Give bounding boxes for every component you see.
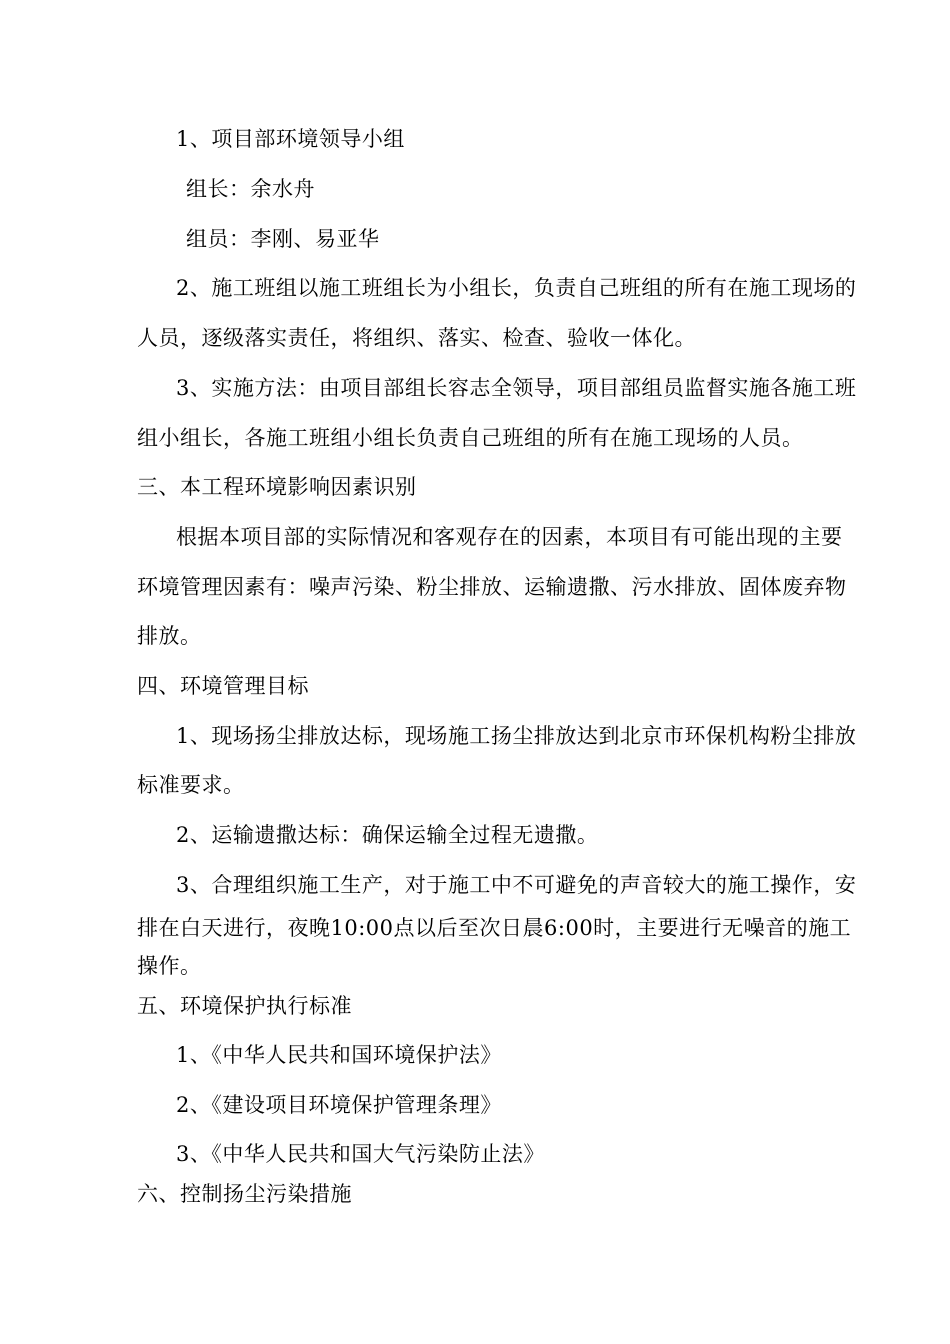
section-item-1-leadership-group: 1、项目部环境领导小组 bbox=[176, 127, 405, 151]
goal-item-1-line-1: 1、现场扬尘排放达标，现场施工扬尘排放达到北京市环保机构粉尘排放 bbox=[176, 724, 857, 748]
group-members-line: 组员：李刚、易亚华 bbox=[186, 227, 380, 251]
heading-section-5: 五、环境保护执行标准 bbox=[137, 994, 352, 1018]
standard-item-3: 3、《中华人民共和国大气污染防止法》 bbox=[176, 1142, 545, 1166]
heading-section-3: 三、本工程环境影响因素识别 bbox=[137, 475, 417, 499]
goal-item-3-line-2: 排在白天进行，夜晚10:00点以后至次日晨6:00时，主要进行无噪音的施工 bbox=[137, 916, 852, 940]
paragraph-factors-line-2: 环境管理因素有：噪声污染、粉尘排放、运输遗撒、污水排放、固体废弃物 bbox=[137, 575, 847, 599]
goal-item-3-line-1: 3、合理组织施工生产，对于施工中不可避免的声音较大的施工操作，安 bbox=[176, 873, 857, 897]
heading-section-4: 四、环境管理目标 bbox=[137, 674, 309, 698]
goal-item-1-line-2: 标准要求。 bbox=[137, 773, 245, 797]
heading-section-6: 六、控制扬尘污染措施 bbox=[137, 1182, 352, 1206]
paragraph-item-2-line-1: 2、施工班组以施工班组长为小组长，负责自己班组的所有在施工现场的 bbox=[176, 276, 857, 300]
standard-item-2: 2、《建设项目环境保护管理条理》 bbox=[176, 1093, 502, 1117]
paragraph-item-2-line-2: 人员，逐级落实责任，将组织、落实、检查、验收一体化。 bbox=[137, 326, 696, 350]
standard-item-1: 1、《中华人民共和国环境保护法》 bbox=[176, 1043, 502, 1067]
paragraph-factors-line-1: 根据本项目部的实际情况和客观存在的因素，本项目有可能出现的主要 bbox=[176, 525, 843, 549]
paragraph-item-3-line-2: 组小组长，各施工班组小组长负责自己班组的所有在施工现场的人员。 bbox=[137, 426, 804, 450]
paragraph-item-3-line-1: 3、实施方法：由项目部组长容志全领导，项目部组员监督实施各施工班 bbox=[176, 376, 857, 400]
group-leader-line: 组长：余水舟 bbox=[186, 177, 315, 201]
goal-item-2: 2、运输遗撒达标：确保运输全过程无遗撒。 bbox=[176, 823, 599, 847]
goal-item-3-line-3: 操作。 bbox=[137, 954, 202, 978]
paragraph-factors-line-3: 排放。 bbox=[137, 624, 202, 648]
